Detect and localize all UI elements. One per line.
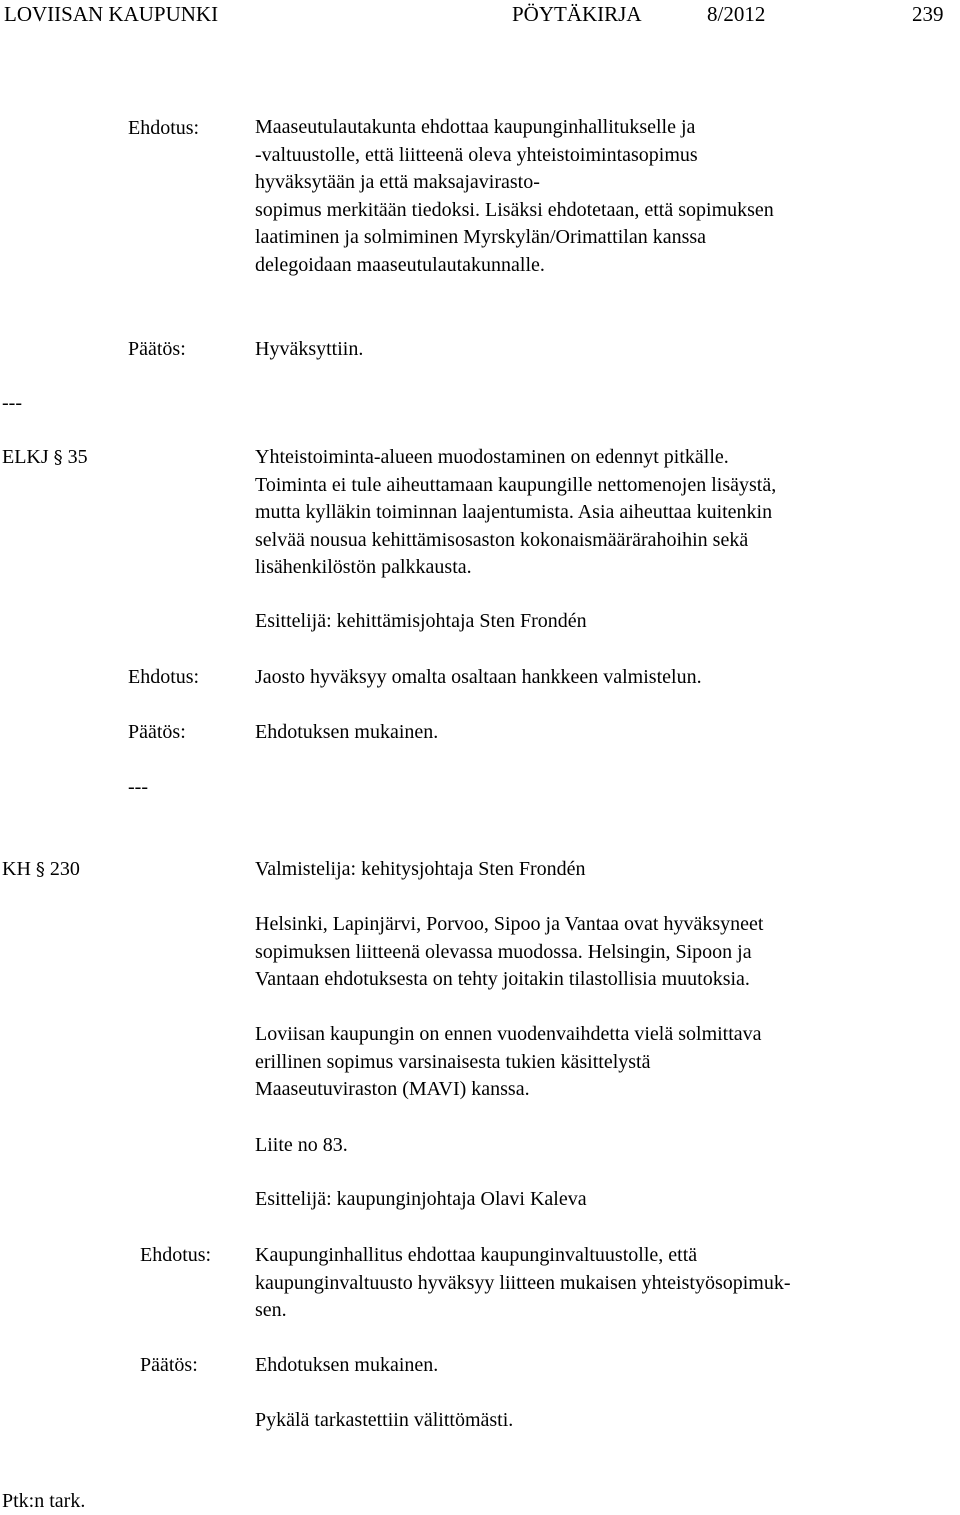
text-line: mutta kylläkin toiminnan laajentumista. Asia aiheuttaa kuitenkin [255, 501, 773, 523]
section-ref-elkj [2, 444, 88, 471]
kh-preparer: Valmistelija: kehitysjohtaja Sten Frondén [255, 858, 586, 880]
text-line: sopimus merkitään tiedoksi. Lisäksi ehdotetaan, että sopimuksen [255, 198, 774, 221]
text-line: Maaseutuviraston (MAVI) kanssa. [255, 1078, 530, 1100]
header-page-number: 239 [912, 2, 944, 26]
minutes-check-label: Ptk:n tark. [2, 1490, 86, 1512]
elkj-presenter: Esittelijä: kehittämisjohtaja Sten Frondén [255, 610, 587, 632]
separator: --- [2, 392, 22, 414]
text-line: Helsinki, Lapinjärvi, Porvoo, Sipoo ja Vantaa ovat hyväksyneet [255, 913, 764, 935]
text-line: hyväksytään ja että maksajavirasto- [255, 171, 540, 193]
section-number: 230 [49, 858, 80, 880]
text-line: Toiminta ei tule aiheuttamaan kaupungille nettomenojen lisäystä, [255, 473, 777, 496]
kh-proposal [255, 1242, 915, 1325]
decision-text-1: Hyväksyttiin. [255, 338, 364, 360]
text-line: kaupunginvaltuusto hyväksyy liitteen mukaisen yhteistyösopimuk- [255, 1271, 791, 1294]
header-doc-type: PÖYTÄKIRJA [512, 2, 642, 26]
section-ref-kh [2, 856, 80, 883]
proposal-label: Ehdotus: [128, 666, 200, 688]
decision-label: Päätös: [128, 338, 186, 360]
section-sign: § [35, 859, 45, 880]
kh-attachment: Liite no 83. [255, 1134, 348, 1156]
kh-checked-note: Pykälä tarkastettiin välittömästi. [255, 1409, 514, 1431]
proposal-label: Ehdotus: [128, 117, 200, 139]
text-line: erillinen sopimus varsinaisesta tukien käsittelystä [255, 1050, 651, 1073]
text-line: -valtuustolle, että liitteenä oleva yhteistoimintasopimus [255, 143, 698, 166]
text-line: Kaupunginhallitus ehdottaa kaupunginvaltuustolle, että [255, 1244, 698, 1266]
text-line: Loviisan kaupungin on ennen vuodenvaihdetta vielä solmittava [255, 1023, 762, 1045]
kh-presenter: Esittelijä: kaupunginjohtaja Olavi Kaleva [255, 1188, 587, 1210]
section-body: KH [2, 858, 31, 880]
text-line: delegoidaan maaseutulautakunnalle. [255, 253, 545, 276]
text-line: Yhteistoiminta-alueen muodostaminen on edennyt pitkälle. [255, 446, 729, 468]
text-line: sopimuksen liitteenä olevassa muodossa. Helsingin, Sipoon ja [255, 940, 752, 963]
elkj-text [255, 444, 915, 582]
elkj-proposal: Jaosto hyväksyy omalta osaltaan hankkeen valmistelun. [255, 666, 702, 688]
kh-paragraph-1 [255, 911, 915, 994]
proposal-label: Ehdotus: [140, 1244, 212, 1266]
kh-paragraph-2 [255, 1021, 915, 1104]
section-sign: § [53, 447, 63, 468]
text-line: selvää nousua kehittämisosaston kokonaismäärärahoihin sekä [255, 528, 749, 551]
separator: --- [128, 776, 148, 798]
header-issue: 8/2012 [707, 2, 766, 26]
section-number: 35 [67, 446, 88, 468]
decision-label: Päätös: [140, 1354, 198, 1376]
section-body: ELKJ [2, 446, 49, 468]
header-city: LOVIISAN KAUPUNKI [4, 2, 219, 26]
proposal-text-1 [255, 114, 915, 279]
text-line: lisähenkilöstön palkkausta. [255, 556, 472, 578]
text-line: Vantaan ehdotuksesta on tehty joitakin tilastollisia muutoksia. [255, 968, 750, 990]
elkj-decision: Ehdotuksen mukainen. [255, 721, 439, 743]
decision-label: Päätös: [128, 721, 186, 743]
text-line: laatiminen ja solmiminen Myrskylän/Orimattilan kanssa [255, 226, 707, 248]
kh-decision: Ehdotuksen mukainen. [255, 1354, 439, 1376]
text-line: Maaseutulautakunta ehdottaa kaupunginhallitukselle ja [255, 116, 696, 138]
text-line: sen. [255, 1299, 287, 1321]
